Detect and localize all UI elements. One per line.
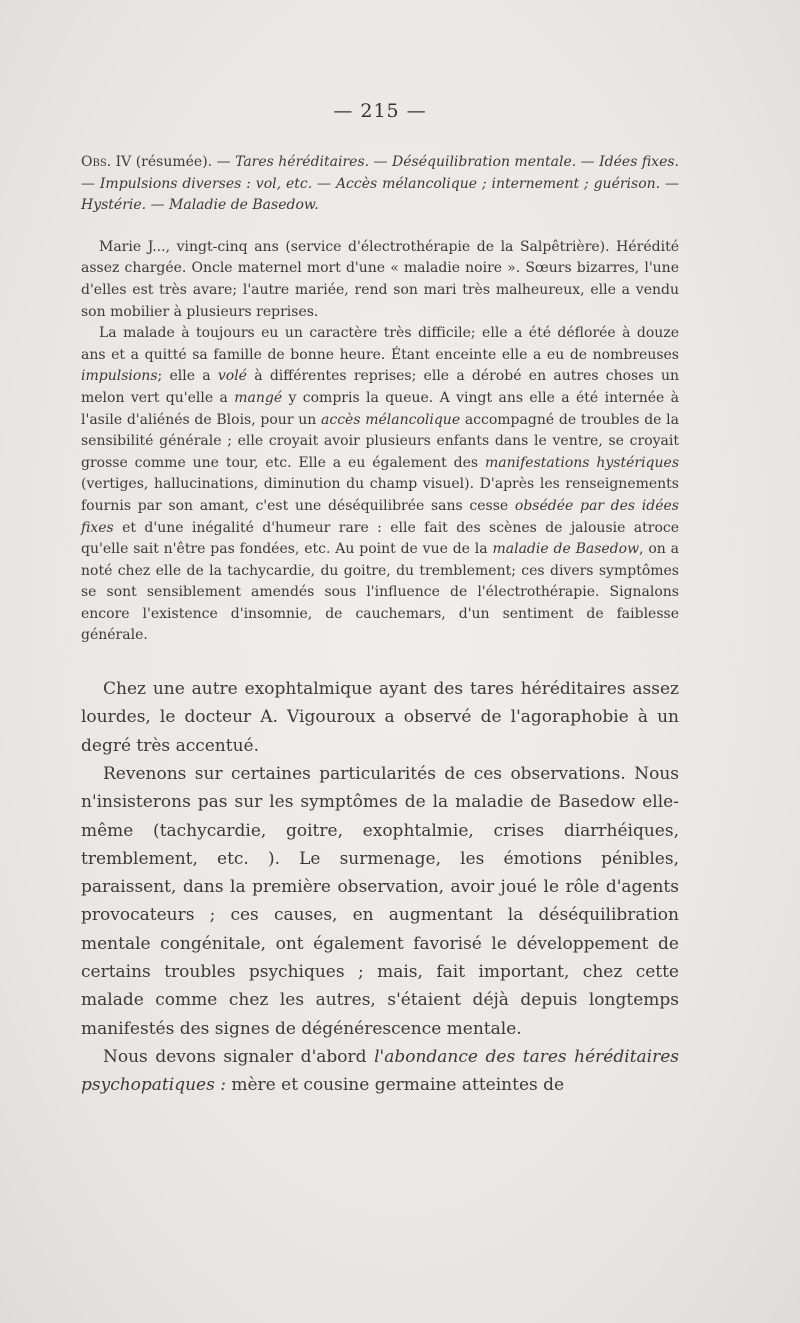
text-span: (vertiges, hallucinations, diminution du champ visuel). D'après les renseignements fournis par son amant, c'est une déséquilibrée sans cesse <box>81 476 679 514</box>
main-paragraph-2: Revenons sur certaines particularités de ces observations. Nous n'insisterons pas sur les symptômes de la maladie de Basedow elle-même (tachycardie, goitre, exophtalmie, crises diarrhéiques, tremblement, etc. ). Le surmenage, les émotions pénibles, paraissent, dans la première observation, avoir joué le rôle d'agents provocateurs ; ces causes, en augmentant la déséquilibration mentale congénitale, ont également favorisé le développement de certains troubles psychiques ; mais, fait important, chez cette malade comme chez les autres, s'étaient déjà depuis longtemps manifestés des signes de dégénérescence mentale. <box>81 763 679 1039</box>
observation-paragraph-1: Marie J..., vingt-cinq ans (service d'électrothérapie de la Salpêtrière). Hérédité assez chargée. Oncle maternel mort d'une « maladie noire ». Sœurs bizarres, l'une d'elles est très avare; l'autre mariée, rend son mari très malheureux, elle a vendu son mobilier à plusieurs reprises. <box>81 238 679 320</box>
observation-block <box>81 152 679 647</box>
main-text-block <box>81 675 679 1099</box>
italic-span: accès mélancolique <box>321 411 461 428</box>
text-span: accompagné de troubles de la sensibilité générale ; elle croyait avoir plusieurs enfants dans le ventre, se croyait grosse comme une tour, etc. Elle a eu également des <box>81 411 680 471</box>
main-paragraph-3 <box>81 1043 679 1100</box>
italic-span: manifestations hystériques <box>485 454 679 471</box>
text-span: mère et cousine germaine atteintes de <box>225 1075 565 1096</box>
observation-paragraph-2 <box>81 323 679 647</box>
page-content <box>81 100 679 1100</box>
italic-span: volé <box>217 368 247 385</box>
obs-header-italic: Tares héréditaires. — Déséquilibration mentale. — Idées fixes. — Impulsions diverses : vol, etc. — Accès mélancolique ; internement ; guérison. — Hystérie. — Maladie de Basedow. <box>81 154 679 214</box>
text-span: Nous devons signaler d'abord <box>103 1046 375 1067</box>
text-span: y compris la queue. A vingt ans elle a été internée à l'asile d'aliénés de Blois, pour un <box>81 389 680 428</box>
observation-heading <box>81 152 679 217</box>
obs-header-text: . IV (résumée). — <box>106 154 236 170</box>
main-paragraph-1: Chez une autre exophtalmique ayant des tares héréditaires assez lourdes, le docteur A. Vigouroux a observé de l'agoraphobie à un degré très accentué. <box>81 679 679 756</box>
text-span: et d'une inégalité d'humeur rare : elle fait des scènes de jalousie atroce qu'elle sait n'être pas fondées, etc. Au point de vue de la <box>81 519 679 558</box>
italic-span: impulsions <box>81 368 158 385</box>
text-span: La malade à toujours eu un caractère très difficile; elle a été déflorée à douze ans et a quitté sa famille de bonne heure. Étant enceinte elle a eu de nombreuses <box>81 325 679 363</box>
italic-span: maladie de Basedow <box>492 541 640 558</box>
text-span: , on a noté chez elle de la tachycardie, du goitre, du tremblement; ces divers symptômes se sont sensiblement amendés sous l'influence de l'électrothérapie. Signalons encore l'existence d'insomnie, de cauchemars, d'un sentiment de faiblesse générale. <box>81 541 679 644</box>
text-span: à différentes reprises; elle a dérobé en autres choses un melon vert qu'elle a <box>81 368 679 406</box>
italic-span: mangé <box>234 389 283 406</box>
italic-span: obsédée par des idées fixes <box>81 497 679 536</box>
obs-label: Obs <box>81 154 107 170</box>
italic-span: l'abondance des tares héréditaires psychopatiques : <box>81 1046 680 1096</box>
page-number: — 215 — <box>333 100 427 122</box>
text-span: ; elle a <box>157 368 218 385</box>
